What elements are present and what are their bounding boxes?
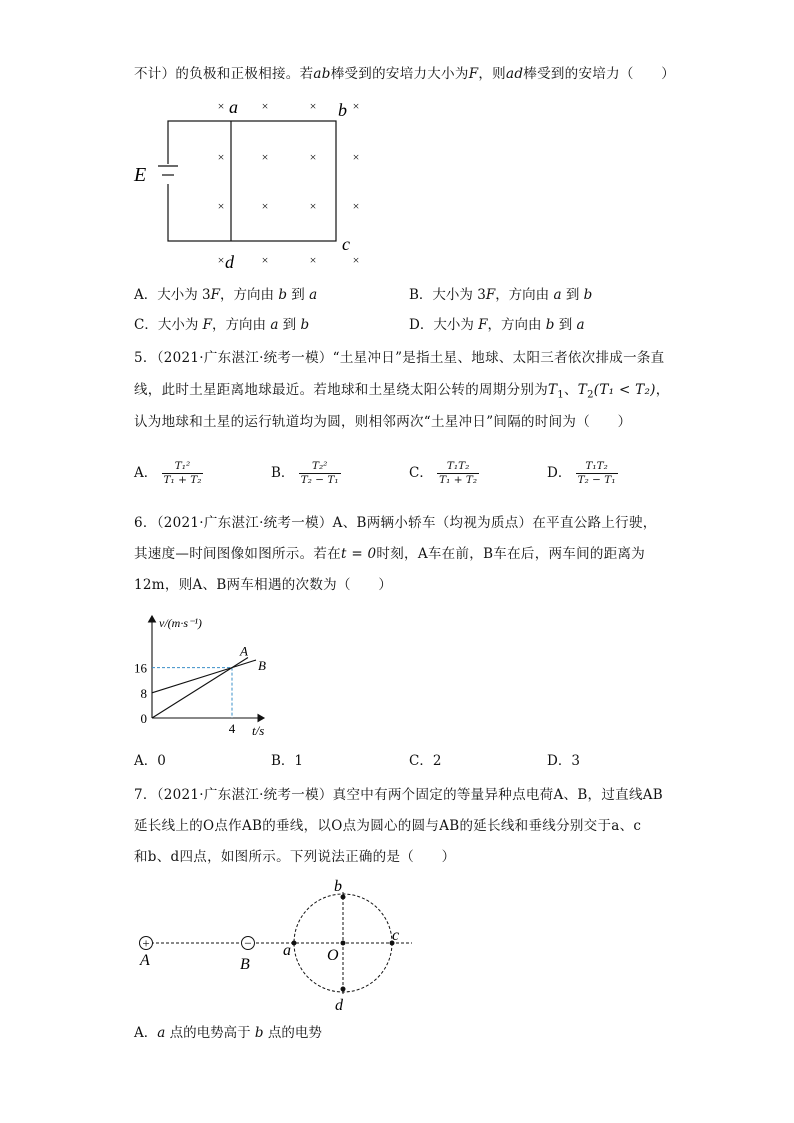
q7-charge-figure	[130, 872, 420, 1022]
q6-option-b[interactable]: B．1	[271, 753, 304, 769]
q6-y-tick-16: 16	[134, 660, 147, 676]
q6-y-tick-8: 8	[140, 685, 147, 701]
q4-label-b: b	[338, 100, 347, 120]
q6-stem-line3: 12m，则A、B两车相遇的次数为（ ）	[134, 577, 393, 593]
q5-option-a[interactable]: A． $\frac{\text{T₁²}}{\text{T₁ + T₂}}$	[134, 460, 202, 486]
q4-stem-var-F: F	[468, 66, 479, 82]
q5-stem-line1: 5．（2021·广东湛江·统考一模）“土星冲日”是指土星、地球、太阳三者依次排成一条直	[134, 350, 665, 366]
q5-option-d[interactable]: D． $\frac{\text{T₁T₂}}{\text{T₂ − T₁}}$	[547, 460, 616, 486]
q6-x-axis-label: t/s	[252, 723, 265, 738]
q6-series-label-A: A	[240, 643, 248, 659]
q7-charge-A	[140, 936, 153, 951]
svg-text:×: ×	[352, 253, 360, 267]
q7-point-d	[341, 987, 346, 992]
q6-stem-line1: 6．（2021·广东湛江·统考一模）A、B两辆小轿车（均视为质点）在平直公路上行驶，	[134, 515, 657, 531]
q7-label-A: A	[140, 952, 150, 969]
svg-text:×: ×	[309, 199, 317, 213]
q7-option-a[interactable]: A．a 点的电势高于 b 点的电势	[134, 1025, 322, 1041]
q7-point-O	[341, 941, 346, 946]
q5-option-d-fraction: $\frac{\text{T₁T₂}}{\text{T₂ − T₁}}$	[577, 460, 616, 486]
svg-text:×: ×	[352, 150, 360, 164]
q7-label-d: d	[335, 997, 343, 1014]
q4-stem-var-ab: ab	[313, 66, 331, 82]
q4-option-b[interactable]: B．大小为 3F，方向由 a 到 b	[409, 287, 593, 303]
svg-text:×: ×	[309, 99, 317, 113]
q5-option-b-fraction: $\frac{\text{T₂²}}{\text{T₂ − T₁}}$	[300, 460, 339, 486]
q4-field-crosses	[218, 99, 360, 267]
svg-text:−: −	[244, 935, 252, 951]
q7-label-O: O	[327, 947, 339, 964]
svg-text:×: ×	[261, 99, 269, 113]
svg-text:×: ×	[217, 150, 225, 164]
svg-text:+: +	[142, 935, 150, 951]
q6-option-a[interactable]: A．0	[134, 753, 166, 769]
q6-option-c[interactable]: C．2	[409, 753, 442, 769]
q5-option-c[interactable]: C． $\frac{\text{T₁T₂}}{\text{T₁ + T₂}}$	[409, 460, 478, 486]
q6-y-tick-0: 0	[140, 711, 147, 726]
svg-text:×: ×	[352, 99, 360, 113]
q4-option-a[interactable]: A．大小为 3F，方向由 b 到 a	[134, 287, 318, 303]
q6-y-axis-label: v/(m·s⁻¹)	[159, 616, 202, 630]
q4-stem-part2: 棒受到的安培力大小为	[330, 66, 469, 82]
q6-option-d[interactable]: D．3	[547, 753, 580, 769]
svg-text:×: ×	[309, 253, 317, 267]
q5-option-b[interactable]: B． $\frac{\text{T₂²}}{\text{T₂ − T₁}}$	[271, 460, 339, 486]
svg-text:×: ×	[261, 253, 269, 267]
svg-text:×: ×	[261, 150, 269, 164]
q7-stem-line3: 和b、d四点，如图所示。下列说法正确的是（ ）	[134, 849, 456, 865]
q4-option-d[interactable]: D．大小为 F，方向由 b 到 a	[409, 317, 585, 333]
svg-text:×: ×	[217, 253, 225, 267]
q4-label-a: a	[229, 97, 238, 117]
q5-stem-line2: 线，此时土星距离地球最近。若地球和土星绕太阳公转的周期分别为$T_1$、$T_2(T_1 < T_2)$，	[134, 382, 670, 401]
q6-velocity-time-chart	[134, 608, 284, 740]
q6-series-line-B	[152, 660, 256, 693]
q7-charge-B	[242, 936, 255, 951]
q4-label-E: E	[134, 164, 147, 186]
q7-label-b: b	[334, 878, 342, 895]
q6-series-label-B: B	[258, 658, 266, 674]
q7-label-a: a	[283, 942, 291, 959]
q5-option-c-fraction: $\frac{\text{T₁T₂}}{\text{T₁ + T₂}}$	[439, 460, 478, 486]
svg-text:×: ×	[217, 199, 225, 213]
q7-label-B: B	[240, 956, 250, 973]
svg-text:×: ×	[261, 199, 269, 213]
q6-x-tick-4: 4	[228, 721, 236, 736]
q4-stem-part1: 不计）的负极和正极相接。若	[134, 66, 314, 82]
svg-text:×: ×	[217, 99, 225, 113]
q7-stem-line1: 7．（2021·广东湛江·统考一模）真空中有两个固定的等量异种点电荷A、B，过直线AB	[134, 787, 664, 803]
q4-stem-part3: ，则	[478, 66, 506, 82]
q5-stem-line3: 认为地球和土星的运行轨道均为圆，则相邻两次“土星冲日”间隔的时间为（ ）	[134, 414, 632, 430]
q4-circuit-figure	[125, 92, 385, 277]
q4-stem-var-ad: ad	[505, 66, 524, 82]
svg-text:×: ×	[352, 199, 360, 213]
q7-label-c: c	[392, 927, 400, 944]
q4-stem-part4: 棒受到的安培力（ ）	[523, 66, 676, 82]
q4-label-d: d	[225, 252, 234, 272]
q4-label-c: c	[342, 234, 350, 254]
svg-text:×: ×	[309, 150, 317, 164]
q6-stem-line2: 其速度—时间图像如图所示。若在t = 0时刻，A车在前，B车在后，两车间的距离为	[134, 546, 646, 562]
q4-stem	[134, 65, 675, 83]
q7-stem-line2: 延长线上的O点作AB的垂线，以O点为圆心的圆与AB的延长线和垂线分别交于a、c	[134, 818, 642, 834]
q4-frame	[168, 121, 336, 241]
q5-option-a-fraction: $\frac{\text{T₁²}}{\text{T₁ + T₂}}$	[163, 460, 202, 486]
q7-point-b	[341, 895, 346, 900]
q4-option-c[interactable]: C．大小为 F，方向由 a 到 b	[134, 317, 310, 333]
q7-point-a	[292, 941, 297, 946]
